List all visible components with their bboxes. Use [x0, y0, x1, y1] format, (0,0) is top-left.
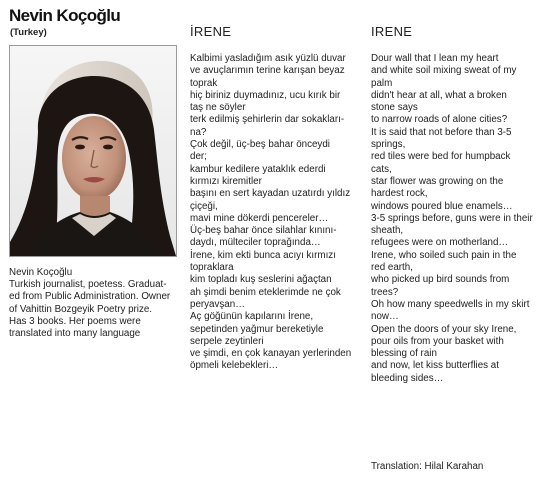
author-bio — [9, 267, 181, 340]
poem-line: refugees were on motherland… — [371, 237, 509, 249]
poem-line: and now, let kiss butterflies at — [371, 360, 499, 372]
poem-line: Open the doors of your sky Irene, — [371, 323, 517, 335]
poem-line: who picked up bird sounds from — [371, 274, 510, 286]
poem-line: kırmızı kiremitler — [190, 175, 262, 187]
poem-line: der; — [190, 151, 207, 163]
author-name: Nevin Koçoğlu — [9, 6, 121, 25]
author-country: (Turkey) — [10, 27, 47, 38]
poem-line: now… — [371, 311, 399, 323]
poem-line: bleeding sides… — [371, 372, 444, 384]
poem-line: ve avuçlarımın terine karışan beyaz — [190, 65, 345, 77]
poem-line: red tiles were bed for humpback — [371, 151, 511, 163]
poem-line: to narrow roads of alone cities? — [371, 114, 508, 126]
author-photo — [9, 45, 177, 257]
bio-line: of Vahittin Bozgeyik Poetry prize. — [9, 303, 153, 315]
poem-line: toprak — [190, 77, 218, 89]
poem-line: palm — [371, 77, 393, 89]
poem-line: mavi mine dökerdi pencereler… — [190, 212, 329, 224]
poem-line: and white soil mixing sweat of my — [371, 65, 517, 77]
portrait-image — [10, 46, 176, 256]
poem-line: star flower was growing on the — [371, 175, 504, 187]
poem-line: springs, — [371, 139, 406, 151]
bio-line: Nevin Koçoğlu — [9, 267, 73, 278]
poem-line: didn't hear at all, what a broken — [371, 89, 507, 101]
poem-line: Irene, who soiled such pain in the — [371, 249, 517, 261]
poem-turkish — [190, 53, 366, 373]
poem-line: Aç göğünün kapılarını İrene, — [190, 311, 314, 323]
poem-line: pour oils from your basket with — [371, 335, 504, 347]
poem-line: na? — [190, 126, 207, 138]
poem-line: cats, — [371, 163, 392, 175]
poem-line: sepetinden yağmur bereketiyle — [190, 323, 324, 335]
poem-title-english: IRENE — [371, 24, 413, 39]
poem-line: İrene, kim ekti bunca acıyı kırmızı — [190, 249, 336, 261]
poem-line: sheath, — [371, 225, 404, 237]
poem-line: öpmeli kelebekleri… — [190, 360, 279, 372]
bio-line: ed from Public Administration. Owner — [9, 291, 171, 303]
poem-line: hiç biriniz duymadınız, ucu kırık bir — [190, 89, 341, 101]
poem-line: topraklara — [190, 262, 234, 274]
poem-line: Üç-beş bahar önce silahlar kınını- — [190, 225, 337, 237]
poem-english — [371, 53, 546, 385]
poem-line: Dour wall that I lean my heart — [371, 53, 499, 64]
poem-title-turkish: İRENE — [190, 24, 232, 39]
poem-line: kim topladı kuş seslerini ağaçtan — [190, 274, 332, 286]
poem-line: daydı, mülteciler toprağında… — [190, 237, 321, 249]
poem-line: ah şimdi benim eteklerimde ne çok — [190, 286, 341, 298]
poem-line: taş ne söyler — [190, 102, 246, 114]
bio-line: translated into many language — [9, 328, 141, 340]
poem-line: peryavşan… — [190, 298, 245, 310]
poem-line: hardest rock, — [371, 188, 428, 200]
poem-line: terk edilmiş şehirlerin dar sokakları- — [190, 114, 345, 126]
poem-line: It is said that not before than 3-5 — [371, 126, 512, 138]
poem-line: çiçeği, — [190, 200, 218, 212]
poem-line: Çok değil, üç-beş bahar önceydi — [190, 139, 330, 151]
poem-line: başını en sert kayadan uzatırdı yıldız — [190, 188, 351, 200]
bio-line: Turkish journalist, poetess. Graduat- — [9, 279, 167, 291]
poem-line: Kalbimi yasladığım asık yüzlü duvar — [190, 53, 346, 64]
poem-line: blessing of rain — [371, 348, 437, 360]
bio-line: Has 3 books. Her poems were — [9, 315, 141, 327]
poem-line: ve şimdi, en çok kanayan yerlerinden — [190, 348, 352, 360]
poem-line: windows poured blue enamels… — [371, 200, 513, 212]
translation-credit: Translation: Hilal Karahan — [371, 461, 484, 472]
poem-line: red earth, — [371, 262, 413, 274]
poem-line: 3-5 springs before, guns were in their — [371, 212, 533, 224]
poem-line: Oh how many speedwells in my skirt — [371, 298, 530, 310]
poem-line: kambur kedilere yataklık ederdi — [190, 163, 326, 175]
poem-line: trees? — [371, 286, 399, 298]
poem-line: serpele zeytinleri — [190, 335, 264, 347]
poem-line: stone says — [371, 102, 418, 114]
